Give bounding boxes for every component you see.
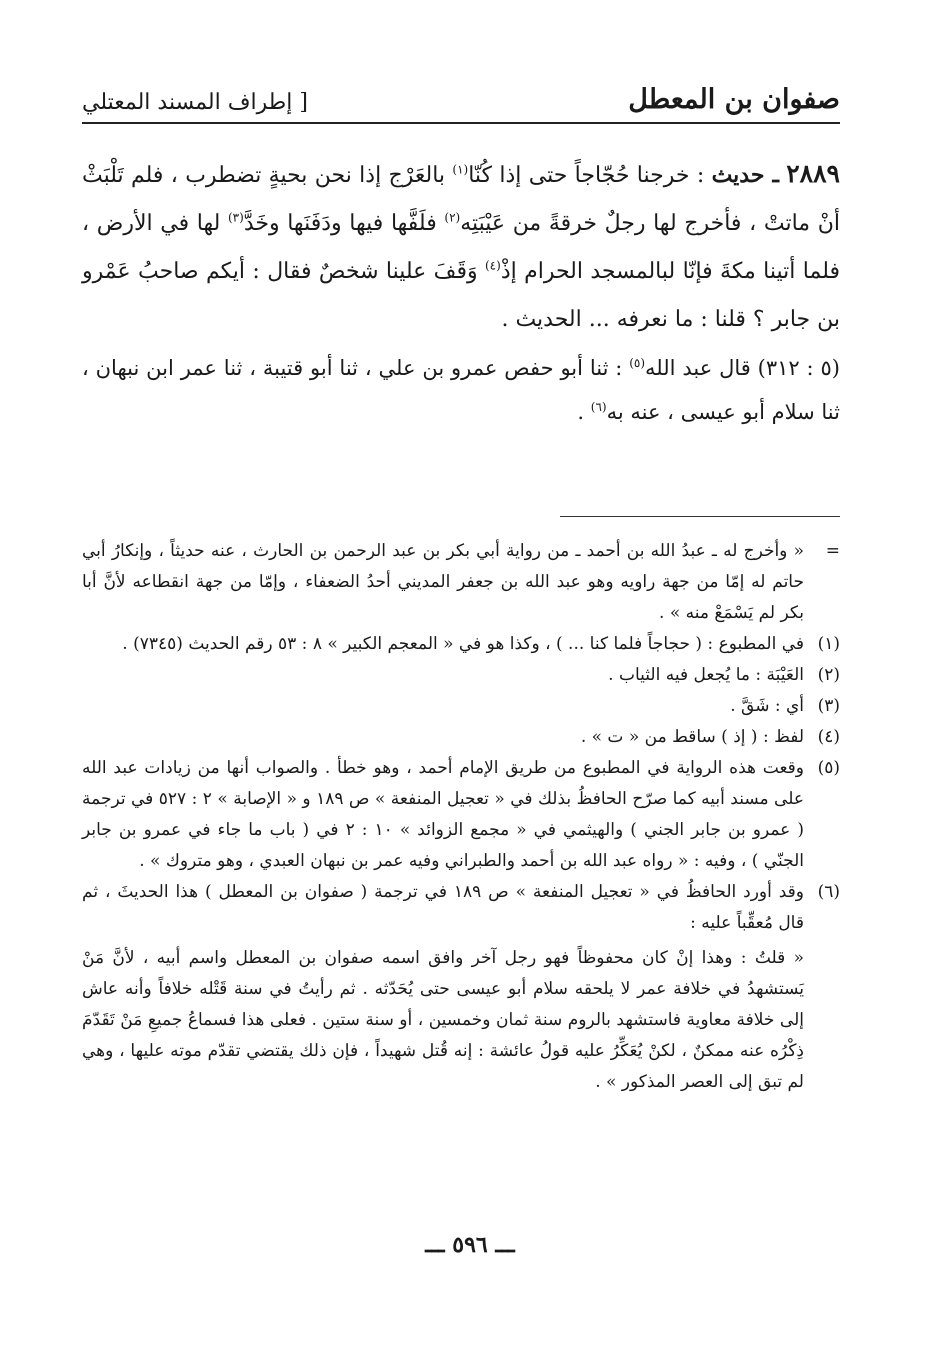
footnote-text-4: لفظ : ( إذ ) ساقط من « ت » . bbox=[580, 727, 804, 747]
footnote-ref-2: (٢) bbox=[444, 210, 461, 225]
footnote-continuation-text: « وأخرج له ـ عبدُ الله بن أحمد ـ من رواية أبي بكر بن عبد الرحمن بن الحارث ، عنه حديثاً ، وإنكارُ أبي حاتم له إمّا من جهة راويه وهو عبد الله بن جعفر المديني أحدُ الضعفاء ، وإمّا من جهة انقطاعه لأنَّ أبا بكر لم يَسْمَعْ منه » . bbox=[82, 541, 804, 623]
footnote-ref-5: (٥) bbox=[629, 356, 646, 370]
chapter-title: صفوان بن المعطل bbox=[628, 84, 840, 115]
footnote-mark-5: (٥) bbox=[817, 758, 840, 778]
isnad-text-part1: قال عبد الله bbox=[645, 356, 751, 380]
book-title: [ إطراف المسند المعتلي bbox=[82, 90, 308, 115]
footnote-ref-3: (٣) bbox=[227, 210, 244, 225]
page-number: ـــ ٥٩٦ ـــ bbox=[425, 1232, 515, 1258]
hadith-text-part3: فلَفَّها فيها ودَفَنَها وخَدَّ bbox=[243, 211, 437, 236]
footnote-mark-6: (٦) bbox=[817, 882, 840, 902]
footnote-ref-1: (١) bbox=[452, 162, 469, 177]
footnote-6 bbox=[82, 877, 840, 939]
footnote-ref-4: (٤) bbox=[484, 258, 501, 273]
hadith-text-part1: : خرجنا حُجّاجاً حتى إذا كُنّا bbox=[468, 163, 705, 188]
footnote-mark-3: (٣) bbox=[817, 696, 840, 716]
footnote-mark-2: (٢) bbox=[817, 665, 840, 685]
hadith-text-part5: وَقَفَ علينا شخصٌ فقال : أيكم صاحبُ عَمْرو بن جابر ؟ قلنا : ما نعرفه ... الحديث . bbox=[82, 259, 840, 332]
footnote-mark-4: (٤) bbox=[817, 727, 840, 747]
continuation-mark: = bbox=[825, 541, 840, 561]
footnote-2 bbox=[82, 660, 840, 691]
isnad-text bbox=[82, 346, 840, 434]
hadith-label: ـ حديث bbox=[711, 162, 779, 188]
running-header bbox=[82, 82, 840, 124]
isnad-text-part2: : ثنا أبو حفص عمرو بن علي ، ثنا أبو قتيبة ، ثنا عمر ابن نبهان ، ثنا سلام أبو عيسى ، عنه به bbox=[82, 356, 840, 424]
hadith-text-part2: بالعَرْج إذا نحن بحيةٍ تضطرب ، فلم تَلْبَثْ أنْ ماتتْ ، فأخرج لها رجلٌ خرقةً من عَيْبَتِه bbox=[82, 163, 840, 236]
footnote-text-5: وقعت هذه الرواية في المطبوع من طريق الإمام أحمد ، وهو خطأ . والصواب أنها من زيادات عبد الله على مسند أبيه كما صرّح الحافظُ بذلك في « تعجيل المنفعة » ص ١٨٩ و « الإصابة » ٢ : ٥٢٧ في ترجمة ( عمرو بن جابر الجني ) والهيثمي في « مجمع الزوائد » ١٠ : ٢ في ( باب ما جاء في عمرو بن جابر الجنّي ) ، وفيه : « رواه عبد الله بن أحمد والطبراني وفيه عمر بن نبهان العبدي ، وهو متروك » . bbox=[82, 758, 804, 871]
footnote-5 bbox=[82, 753, 840, 877]
footnote-mark-1: (١) bbox=[817, 634, 840, 654]
footnote-1 bbox=[82, 629, 840, 660]
hadith-text bbox=[82, 150, 840, 344]
footnote-text-6: وقد أورد الحافظُ في « تعجيل المنفعة » ص ١٨٩ في ترجمة ( صفوان بن المعطل ) هذا الحديثَ ، ثم قال مُعقِّباً عليه : bbox=[82, 882, 804, 933]
footnote-divider bbox=[560, 516, 840, 517]
footnote-ref-6: (٦) bbox=[590, 400, 607, 414]
hadith-number: ٢٨٨٩ bbox=[786, 159, 840, 188]
footnote-text-1: في المطبوع : ( حجاجاً فلما كنا ... ) ، وكذا هو في « المعجم الكبير » ٨ : ٥٣ رقم الحديث (٧٣٤٥) . bbox=[122, 634, 804, 654]
footnotes bbox=[82, 536, 840, 1098]
footnote-6-quote: « قلتُ : وهذا إنْ كان محفوظاً فهو رجل آخر وافق اسمه صفوان بن المعطل واسم أبيه ، لأنَّ مَنْ يَستشهدُ في خلافة عمر لا يلحقه سلام أبو عيسى حتى يُحَدّثه . ثم رأيتُ في سنة قَتْله خلافاً وأنه عاش إلى خلافة معاوية فاستشهد بالروم سنة ثمان وخمسين ، أو سنة ستين . فعلى هذا فسماعُ جميعِ مَنْ تَقَدّمَ ذِكْرُه عنه ممكنٌ ، لكنْ يُعَكِّرُ عليه قولُ عائشة : إنه قُتل شهيداً ، فإن ذلك يقتضي تقدّم موته عليها ، وهي لم تبق إلى العصر المذكور » . bbox=[82, 948, 804, 1092]
footnote-text-2: العَيْبَة : ما يُجعل فيه الثياب . bbox=[608, 665, 804, 685]
hadith-text-part4: لها في الأرض ، فلما أتينا مكةَ فإنّا لبالمسجد الحرام إذْ bbox=[82, 211, 841, 284]
isnad-reference: (٥ : ٣١٢) bbox=[757, 356, 840, 380]
footnote-3 bbox=[82, 691, 840, 722]
isnad-end: . bbox=[577, 400, 585, 424]
footnote-4 bbox=[82, 722, 840, 753]
footnote-continuation bbox=[82, 536, 840, 629]
footnote-text-3: أي : شَقَّ . bbox=[730, 696, 804, 716]
